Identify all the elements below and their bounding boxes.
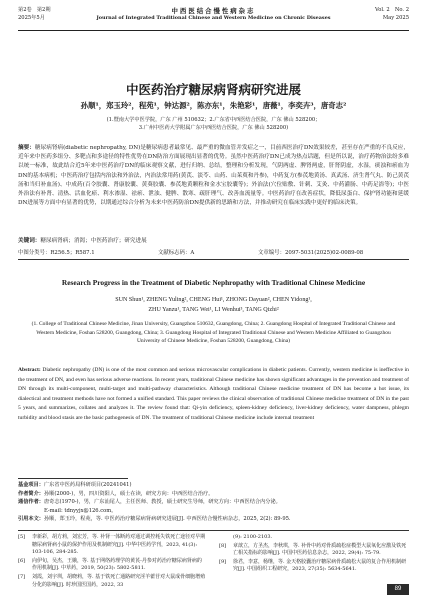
references-left-column xyxy=(18,534,206,590)
header-left xyxy=(18,7,51,22)
footnote-divider xyxy=(18,478,128,479)
reference-item: [7] 刘霞，刘宇圳，胡晓莉，等. 基于铁死亡通路研究淫羊藿苷对大鼠成骨细胞增殖分化的影响[J]. 时珍国医国药，2022, 33 xyxy=(18,573,206,588)
authors-en-line: ZHU Yanzu¹, TANG Wei¹, LI Wenhui³, TANG Qizhi² xyxy=(148,306,279,313)
header-journal xyxy=(78,7,349,22)
authors-cn: 孙顺¹，郑玉玲²，程苑¹，钟达源²，陈亦东¹，朱艳彩¹，唐薇¹，李奕卉³，唐奇志² xyxy=(80,101,347,110)
affiliation-cn-line: (1.暨南大学中医学院，广东 广州 510632；2.广东省中西医结合医院，广东 佛山 528200； xyxy=(106,117,321,123)
keywords-cn xyxy=(18,237,409,246)
footnote-email: E-mail: tdnyyjx@126.com。 xyxy=(44,507,117,514)
reference-item: [8] 章歆立，方圣杰，李秋琪，等. 补骨中药对骨质疏松症模型大鼠氧化应激及铁死亡相关指标的影响[J]. 中国中医药信息杂志，2022, 29(4): 75-79. xyxy=(219,542,407,557)
affiliation-cn-line: 3.广州中医药大学附属广东中西医结合医院，广东 佛山 528200) xyxy=(138,125,289,131)
abstract-cn-text: 糖尿病肾病(diabetic nephropathy, DN)是糖尿病患者最常见、最严重的微血管并发症之一，目前西医治疗DN效果较差，甚至存在严重的不良反应，近年来中医药多组分、多靶点和多途径的特性优势在DN防治方面展现出显著的优势。虽然中医药治疗DN已成为热点话题，但是所以说，治疗药物治法纷多难以统一标准，故此结合近5年来中医药治疗DN的临床观察文献，进行归纳、总结，整理和分析发现，气阴两虚、脾肾两虚，肝肾阴虚，水湿，痰浊和瘀血为DN的基本病机；中医药治疗包括内治法和外治法，内治法常用药(黄芪、淡苓、山药、山茱萸和丹参)，中药复方(参芪地黄汤、真武汤、济生肾气丸、防己黄芪汤和当归补血汤)、中成药(百令胶囊、肾康胶囊、黄葵胶囊、参芪地黄颗粒和金水宝胶囊等)；外治法(穴位贴敷、针刺、艾灸、中药灌肠、中药足浴等)；中医外治法有补肾、清热、活血化瘀、利水渗湿、祛瘀、泄浊、健脾、散寒、疏肝理气、改善血流量等。中医药治疗在改善症状，降低尿蛋白、保护肾功能和延缓DN进展等方面中有显著的优势，以期通过综合分析为未来中医药防治DN提供新的思路和方法，并推动研究在临床实践中更好的临床决策。 xyxy=(18,145,409,207)
abstract-cn-label: 摘要： xyxy=(18,145,35,151)
journal-name-cn: 中西医结合慢性病杂志 xyxy=(171,7,256,15)
affiliations-en: (1. College of Traditional Chinese Medicine, Jinan University, Guangzhou 510632, Guangdong, China; 2. Guangdong Hospital of Integrated Traditional Chinese and Western Medicine, Foshan 528200, Guangdong, China; 3. Guangdong Hospital of Integrated Traditional Chinese and Western Medicine Affiliated to Guangzhou University of Chinese Medicine, Foshan 528200, Guangdong, China) xyxy=(31,321,396,345)
abstract-en xyxy=(18,366,409,424)
divider xyxy=(18,259,409,260)
header-volume-en: Vol. 2 No. 2 xyxy=(374,7,409,13)
journal-name-en: Journal of Integrated Traditional Chinese and Western Medicine on Chronic Diseases xyxy=(96,15,331,21)
page-number: 89 xyxy=(387,584,409,595)
footnote-corresponding-author: 通信作者：唐奇志(1970-)，男，广东汕尾人，主任医师、教授，硕士研究生导师，研究方向：中西医结合内分泌。 xyxy=(18,499,281,506)
footnotes xyxy=(18,481,409,524)
authors-en xyxy=(40,296,387,315)
footnote-citation: 引用本文：孙顺，郑玉玲，程苑，等. 中医药治疗糖尿病肾病研究进展[J]. 中西医结合慢性病杂志，2025, 2(2): 89-95. xyxy=(18,516,291,523)
header-date-cn: 2025年5月 xyxy=(18,14,45,21)
reference-item: (9): 2100-2103. xyxy=(233,534,273,540)
references-right-column xyxy=(219,534,407,575)
reference-item: [6] 向伊旬，吴杰，王娥，等. 基于网络药理学的黄芪-丹参对药治疗糖尿病肾病的作用机制[J]. 中草药，2019, 50(23): 5802-5811. xyxy=(18,557,202,572)
article-number: 文章编号：2097-5031(2025)02-0089-08 xyxy=(258,250,364,256)
article-title-cn: 中医药治疗糖尿病肾病研究进展 xyxy=(125,82,301,97)
keywords-cn-label: 关键词： xyxy=(18,238,41,244)
document-code: 文献标志码：A xyxy=(158,250,195,256)
abstract-en-text: Diabetic nephropathy (DN) is one of the most common and serious microvascular complications in diabetic patients. Currently, western medicine is ineffective in the treatment of DN, and even has serious adverse reactions. In recent years, traditional Chinese medicine has shown significant advantages in the prevention and treatment of DN through its multi-component, multi-target and multi-pathway characteristics. Although traditional Chinese medicine treatment of DN has become a hot issue, its dialectical and treatment methods have not formed a unified standard. This paper reviews the clinical observation of traditional Chinese medicine treatment of DN in the past 5 years, and summarizes, collates and analyzes it. The review found that: Qi-yin deficiency, spleen-kidney deficiency, liver-kidney deficiency, water dampness, phlegm turbidity and blood stasis are the basic pathogenesis of DN. The treatment of traditional Chinese medicine include internal treatment xyxy=(18,367,409,421)
classification-line xyxy=(18,248,409,257)
running-header xyxy=(18,4,409,31)
affiliations-cn xyxy=(30,116,397,132)
header-volume-cn: 第2卷 第2期 xyxy=(18,7,51,13)
footnote-author-bio: 作者简介：孙顺(2000-)，男，四川资阳人，硕士在读，研究方向：中西医结合治疗。 xyxy=(18,490,214,497)
footnote-funding: 基金项目：广东省中医药局科研项目(20241041) xyxy=(18,482,132,488)
article-title-en: Research Progress in the Treatment of Diabetic Nephropathy with Traditional Chinese Medicine xyxy=(61,278,366,287)
references-divider xyxy=(18,530,409,531)
reference-item: [5] 李新彩，胡方莉，刘宏芳，等. 补肾一体断药对通过调控耗失铁死亡途径对早期糖尿病肾病小鼠的保护作用及机制研究[J]. 中华中医药学刊，2023, 41(3): 103-106, 284-285. xyxy=(18,534,206,556)
abstract-en-label: Abstract: xyxy=(18,367,41,373)
authors-en-line: SUN Shun¹, ZHENG Yuling², CHENG Hui¹, ZHONG Dayuan², CHEN Yidong¹, xyxy=(115,297,312,303)
keywords-cn-text: 糖尿病肾病；消渴；中医药治疗；研究进展 xyxy=(40,238,147,244)
clc-number: 中图分类号：R256.5；R587.1 xyxy=(18,250,95,256)
abstract-cn xyxy=(18,144,409,208)
header-right xyxy=(375,7,409,22)
reference-item: [9] 徐君，李意，杨继，等. 金天格胶囊治疗糖尿病骨质疏松大鼠的复合作用机制研究[J]. 中国组织工程研究，2023, 27(35): 5634-5641. xyxy=(219,558,407,573)
header-date-en: May 2025 xyxy=(382,14,409,21)
